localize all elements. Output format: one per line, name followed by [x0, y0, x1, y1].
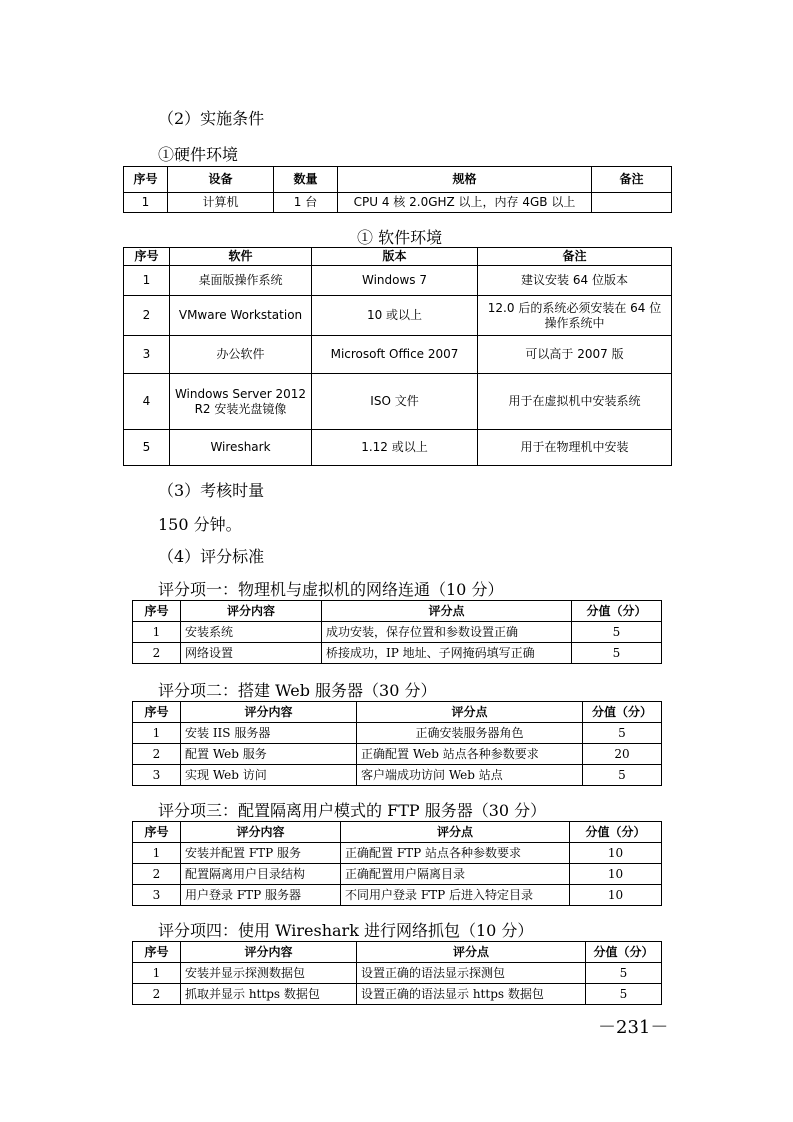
- criteria-heading: （4）评分标准: [158, 547, 265, 566]
- table-cell: 计算机: [168, 193, 274, 213]
- table-cell: 正确安装服务器角色: [357, 723, 583, 744]
- table-cell: 正确配置用户隔离目录: [341, 864, 570, 885]
- table-cell: 1: [124, 266, 170, 296]
- table-row: [133, 963, 662, 984]
- item3-caption: 评分项三：配置隔离用户模式的 FTP 服务器（30 分）: [158, 801, 547, 820]
- header-cell: 评分点: [322, 601, 572, 622]
- table-row: [133, 723, 662, 744]
- header-cell: 评分点: [357, 702, 583, 723]
- time-value: 150 分钟。: [158, 515, 242, 534]
- table-row: [124, 374, 672, 430]
- header-cell: 序号: [124, 248, 170, 266]
- table-cell: 安装系统: [181, 622, 322, 643]
- table-row: [133, 984, 662, 1005]
- table-row: [124, 266, 672, 296]
- table-cell: 用户登录 FTP 服务器: [181, 885, 341, 906]
- table-cell: Wireshark: [170, 430, 312, 466]
- header-cell: 序号: [124, 167, 168, 193]
- table-cell: 用于在虚拟机中安装系统: [478, 374, 672, 430]
- header-cell: 数量: [274, 167, 338, 193]
- header-cell: 序号: [133, 601, 181, 622]
- table-header-row: [133, 942, 662, 963]
- table-cell: 安装 IIS 服务器: [181, 723, 357, 744]
- table-cell: 5: [572, 643, 662, 664]
- table-cell: 客户端成功访问 Web 站点: [357, 765, 583, 786]
- table-cell: 5: [583, 765, 662, 786]
- table-cell: 配置 Web 服务: [181, 744, 357, 765]
- table-header-row: [133, 822, 662, 843]
- table-cell: 建议安装 64 位版本: [478, 266, 672, 296]
- table-cell: 网络设置: [181, 643, 322, 664]
- table-row: [133, 643, 662, 664]
- table-cell: 1.12 或以上: [312, 430, 478, 466]
- table-row: [133, 843, 662, 864]
- table-cell: [592, 193, 672, 213]
- header-cell: 序号: [133, 822, 181, 843]
- table-cell: 安装并显示探测数据包: [181, 963, 357, 984]
- page-number: －231－: [598, 1017, 669, 1038]
- header-cell: 软件: [170, 248, 312, 266]
- table-cell: 2: [133, 744, 181, 765]
- table-cell: 5: [586, 963, 662, 984]
- table-cell: 5: [586, 984, 662, 1005]
- table-row: [133, 885, 662, 906]
- header-cell: 备注: [478, 248, 672, 266]
- table-cell: 1 台: [274, 193, 338, 213]
- table-cell: 3: [133, 765, 181, 786]
- table-cell: 2: [133, 864, 181, 885]
- table-row: [133, 765, 662, 786]
- table-cell: 桥接成功，IP 地址、子网掩码填写正确: [322, 643, 572, 664]
- table-cell: 设置正确的语法显示 https 数据包: [357, 984, 586, 1005]
- table-cell: 设置正确的语法显示探测包: [357, 963, 586, 984]
- table-cell: 1: [133, 963, 181, 984]
- table-cell: 实现 Web 访问: [181, 765, 357, 786]
- header-cell: 评分内容: [181, 942, 357, 963]
- table-cell: 安装并配置 FTP 服务: [181, 843, 341, 864]
- table-cell: 10: [570, 885, 662, 906]
- table-cell: ISO 文件: [312, 374, 478, 430]
- table-row: [133, 744, 662, 765]
- table-cell: Microsoft Office 2007: [312, 336, 478, 374]
- header-cell: 评分内容: [181, 601, 322, 622]
- header-cell: 分值（分）: [572, 601, 662, 622]
- header-cell: 分值（分）: [586, 942, 662, 963]
- header-cell: 规格: [338, 167, 592, 193]
- item4-caption: 评分项四：使用 Wireshark 进行网络抓包（10 分）: [158, 921, 534, 940]
- header-cell: 序号: [133, 702, 181, 723]
- header-cell: 评分点: [341, 822, 570, 843]
- time-heading: （3）考核时量: [158, 481, 265, 500]
- header-cell: 版本: [312, 248, 478, 266]
- table-header-row: [133, 702, 662, 723]
- table-cell: 1: [124, 193, 168, 213]
- header-cell: 序号: [133, 942, 181, 963]
- table-cell: 3: [124, 336, 170, 374]
- header-cell: 分值（分）: [583, 702, 662, 723]
- table-cell: 用于在物理机中安装: [478, 430, 672, 466]
- table-header-row: [133, 601, 662, 622]
- table-cell: 20: [583, 744, 662, 765]
- table-cell: CPU 4 核 2.0GHZ 以上，内存 4GB 以上: [338, 193, 592, 213]
- table-cell: VMware Workstation: [170, 296, 312, 336]
- item3-table: [132, 821, 662, 906]
- table-cell: 成功安装，保存位置和参数设置正确: [322, 622, 572, 643]
- table-cell: 10: [570, 843, 662, 864]
- table-cell: 5: [572, 622, 662, 643]
- impl-heading: （2）实施条件: [158, 109, 265, 128]
- table-row: [124, 336, 672, 374]
- item1-caption: 评分项一：物理机与虚拟机的网络连通（10 分）: [158, 580, 504, 599]
- item4-table: [132, 941, 662, 1005]
- table-header-row: [124, 248, 672, 266]
- hardware-table: [123, 166, 672, 213]
- table-cell: 1: [133, 843, 181, 864]
- table-cell: 4: [124, 374, 170, 430]
- item1-table: [132, 600, 662, 664]
- table-row: [124, 193, 672, 213]
- table-cell: 2: [133, 643, 181, 664]
- header-cell: 评分内容: [181, 822, 341, 843]
- table-cell: Windows 7: [312, 266, 478, 296]
- table-cell: 5: [124, 430, 170, 466]
- table-cell: 1: [133, 622, 181, 643]
- header-cell: 设备: [168, 167, 274, 193]
- table-cell: 不同用户登录 FTP 后进入特定目录: [341, 885, 570, 906]
- table-cell: 3: [133, 885, 181, 906]
- table-cell: 桌面版操作系统: [170, 266, 312, 296]
- hardware-caption: ①硬件环境: [158, 145, 239, 164]
- software-caption: ① 软件环境: [357, 228, 443, 247]
- table-cell: 2: [124, 296, 170, 336]
- table-cell: 正确配置 Web 站点各种参数要求: [357, 744, 583, 765]
- header-cell: 评分点: [357, 942, 586, 963]
- software-table: [123, 247, 672, 466]
- table-cell: 可以高于 2007 版: [478, 336, 672, 374]
- header-cell: 备注: [592, 167, 672, 193]
- table-cell: 办公软件: [170, 336, 312, 374]
- table-cell: 12.0 后的系统必须安装在 64 位操作系统中: [478, 296, 672, 336]
- item2-caption: 评分项二：搭建 Web 服务器（30 分）: [158, 681, 437, 700]
- header-cell: 评分内容: [181, 702, 357, 723]
- table-cell: Windows Server 2012 R2 安装光盘镜像: [170, 374, 312, 430]
- header-cell: 分值（分）: [570, 822, 662, 843]
- table-cell: 2: [133, 984, 181, 1005]
- item2-table: [132, 701, 662, 786]
- table-cell: 抓取并显示 https 数据包: [181, 984, 357, 1005]
- table-row: [133, 864, 662, 885]
- table-cell: 正确配置 FTP 站点各种参数要求: [341, 843, 570, 864]
- table-row: [124, 296, 672, 336]
- table-cell: 配置隔离用户目录结构: [181, 864, 341, 885]
- table-cell: 10 或以上: [312, 296, 478, 336]
- table-cell: 1: [133, 723, 181, 744]
- table-cell: 10: [570, 864, 662, 885]
- table-row: [124, 430, 672, 466]
- table-cell: 5: [583, 723, 662, 744]
- table-header-row: [124, 167, 672, 193]
- table-row: [133, 622, 662, 643]
